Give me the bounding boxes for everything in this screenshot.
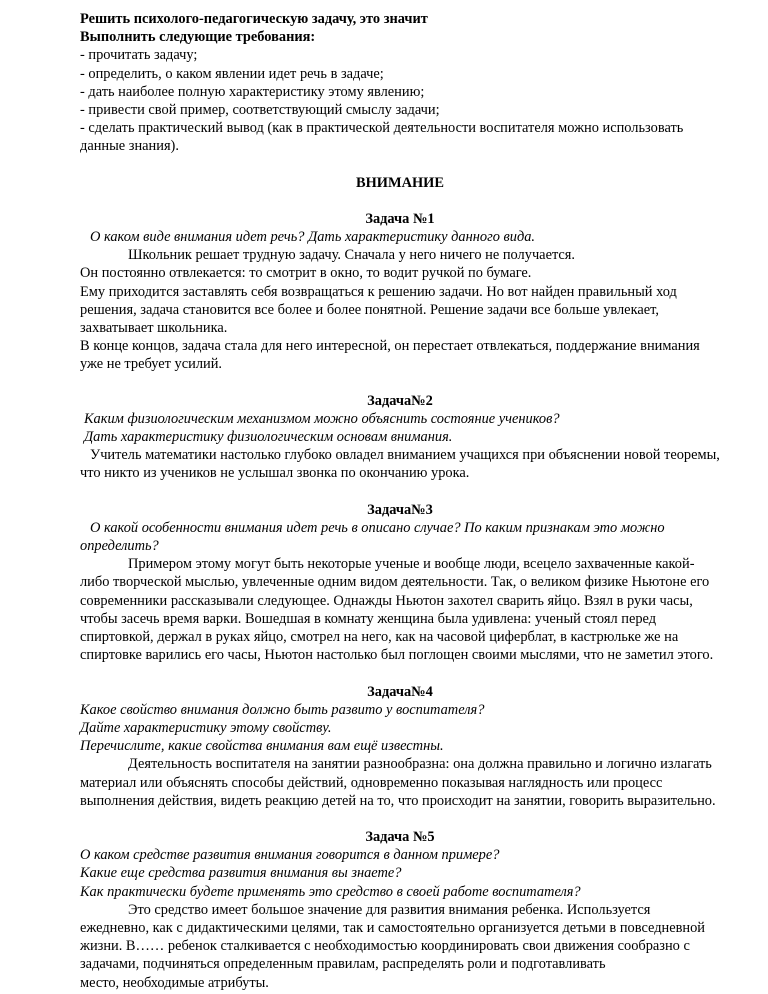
task-title: Задача№3 xyxy=(367,501,433,518)
task-title: Задача№2 xyxy=(367,392,433,409)
list-item: - прочитать задачу; xyxy=(80,47,198,64)
task-paragraph: Примером этому могут быть некоторые ученые и вообще люди, всецело захваченные какой-либо творческой мыслью, увлеченные одним видом деятельности. Так, о великом физике Ньютоне его современники рассказывали следующее. Однажды Ньютон захотел сварить яйцо. Взял в руки часы, чтобы засечь время варки. Вошедшая в комнату женщина была удивлена: ученый стоял перед спиртовкой, держал в руках яйцо, смотрел на него, как на часовой циферблат, в кастрюльке же на спиртовке варились его часы, Ньютон настолько был поглощен своими мыслями, что не заметил этого. xyxy=(80,556,714,664)
task-question: Какое свойство внимания должно быть развито у воспитателя? xyxy=(80,701,485,718)
task-title: Задача №1 xyxy=(365,210,435,227)
task-paragraph: Школьник решает трудную задачу. Сначала у него ничего не получается. xyxy=(128,247,576,264)
intro-title: Решить психолого-педагогическую задачу, это значит xyxy=(80,11,428,27)
task-paragraph: место, необходимые атрибуты. xyxy=(80,974,269,991)
task-paragraph: Ему приходится заставлять себя возвращаться к решению задачи. Но вот найден правильный ход решения, задача становится все более и более понятной. Решение задачи все больше увлекает, захватывает школьника. xyxy=(80,283,677,337)
task-question: О какой особенности внимания идет речь в описано случае? По каким признакам это можно определить? xyxy=(80,519,665,555)
task-title: Задача№4 xyxy=(367,683,433,700)
section-title: ВНИМАНИЕ xyxy=(356,174,444,191)
task-question: Какие еще средства развития внимания вы знаете? xyxy=(80,865,402,882)
task-paragraph: В конце концов, задача стала для него интересной, он перестает отвлекаться, поддержание внимания уже не требует усилий. xyxy=(80,338,700,373)
intro-subtitle: Выполнить следующие требования: xyxy=(80,29,316,46)
task-question: Перечислите, какие свойства внимания вам ещё известны. xyxy=(80,738,444,755)
task-question: Как практически будете применять это средство в своей работе воспитателя? xyxy=(80,883,581,900)
list-item: - дать наиболее полную характеристику этому явлению; xyxy=(80,83,425,100)
document-page xyxy=(80,10,720,992)
task-paragraph: Учитель математики настолько глубоко овладел вниманием учащихся при объяснении новой теоремы, что никто из учеников не услышал звонка по окончанию урока. xyxy=(80,447,720,482)
task-question: О каком средстве развития внимания говорится в данном примере? xyxy=(80,847,500,864)
task-title: Задача №5 xyxy=(365,828,435,845)
task-question: О каком виде внимания идет речь? Дать характеристику данного вида. xyxy=(90,229,536,246)
list-item: - сделать практический вывод (как в практической деятельности воспитателя можно использовать данные знания). xyxy=(80,120,684,155)
task-question: Каким физиологическим механизмом можно объяснить состояние учеников? xyxy=(84,410,560,427)
list-item: - определить, о каком явлении идет речь в задаче; xyxy=(80,65,384,82)
task-paragraph: Деятельность воспитателя на занятии разнообразна: она должна правильно и логично излагать материал или объяснять способы действий, одновременно показывая наглядность или процесс выполнения действия, видеть реакцию детей на то, что происходит на занятии, говорить выразительно. xyxy=(80,756,716,809)
list-item: - привести свой пример, соответствующий смыслу задачи; xyxy=(80,102,440,119)
task-paragraph: Это средство имеет большое значение для развития внимания ребенка. Используется ежедневно, как с дидактическими целями, так и самостоятельно организуется детьми в повседневной жизни. В…… ребенок сталкивается с необходимостью координировать свои движения сообразно с задачами, подчиняться определенным правилам, распределять роли и подготавливать xyxy=(80,901,706,973)
task-question: Дать характеристику физиологическим основам внимания. xyxy=(84,429,453,446)
task-question: Дайте характеристику этому свойству. xyxy=(80,719,332,736)
task-paragraph: Он постоянно отвлекается: то смотрит в окно, то водит ручкой по бумаге. xyxy=(80,265,532,282)
